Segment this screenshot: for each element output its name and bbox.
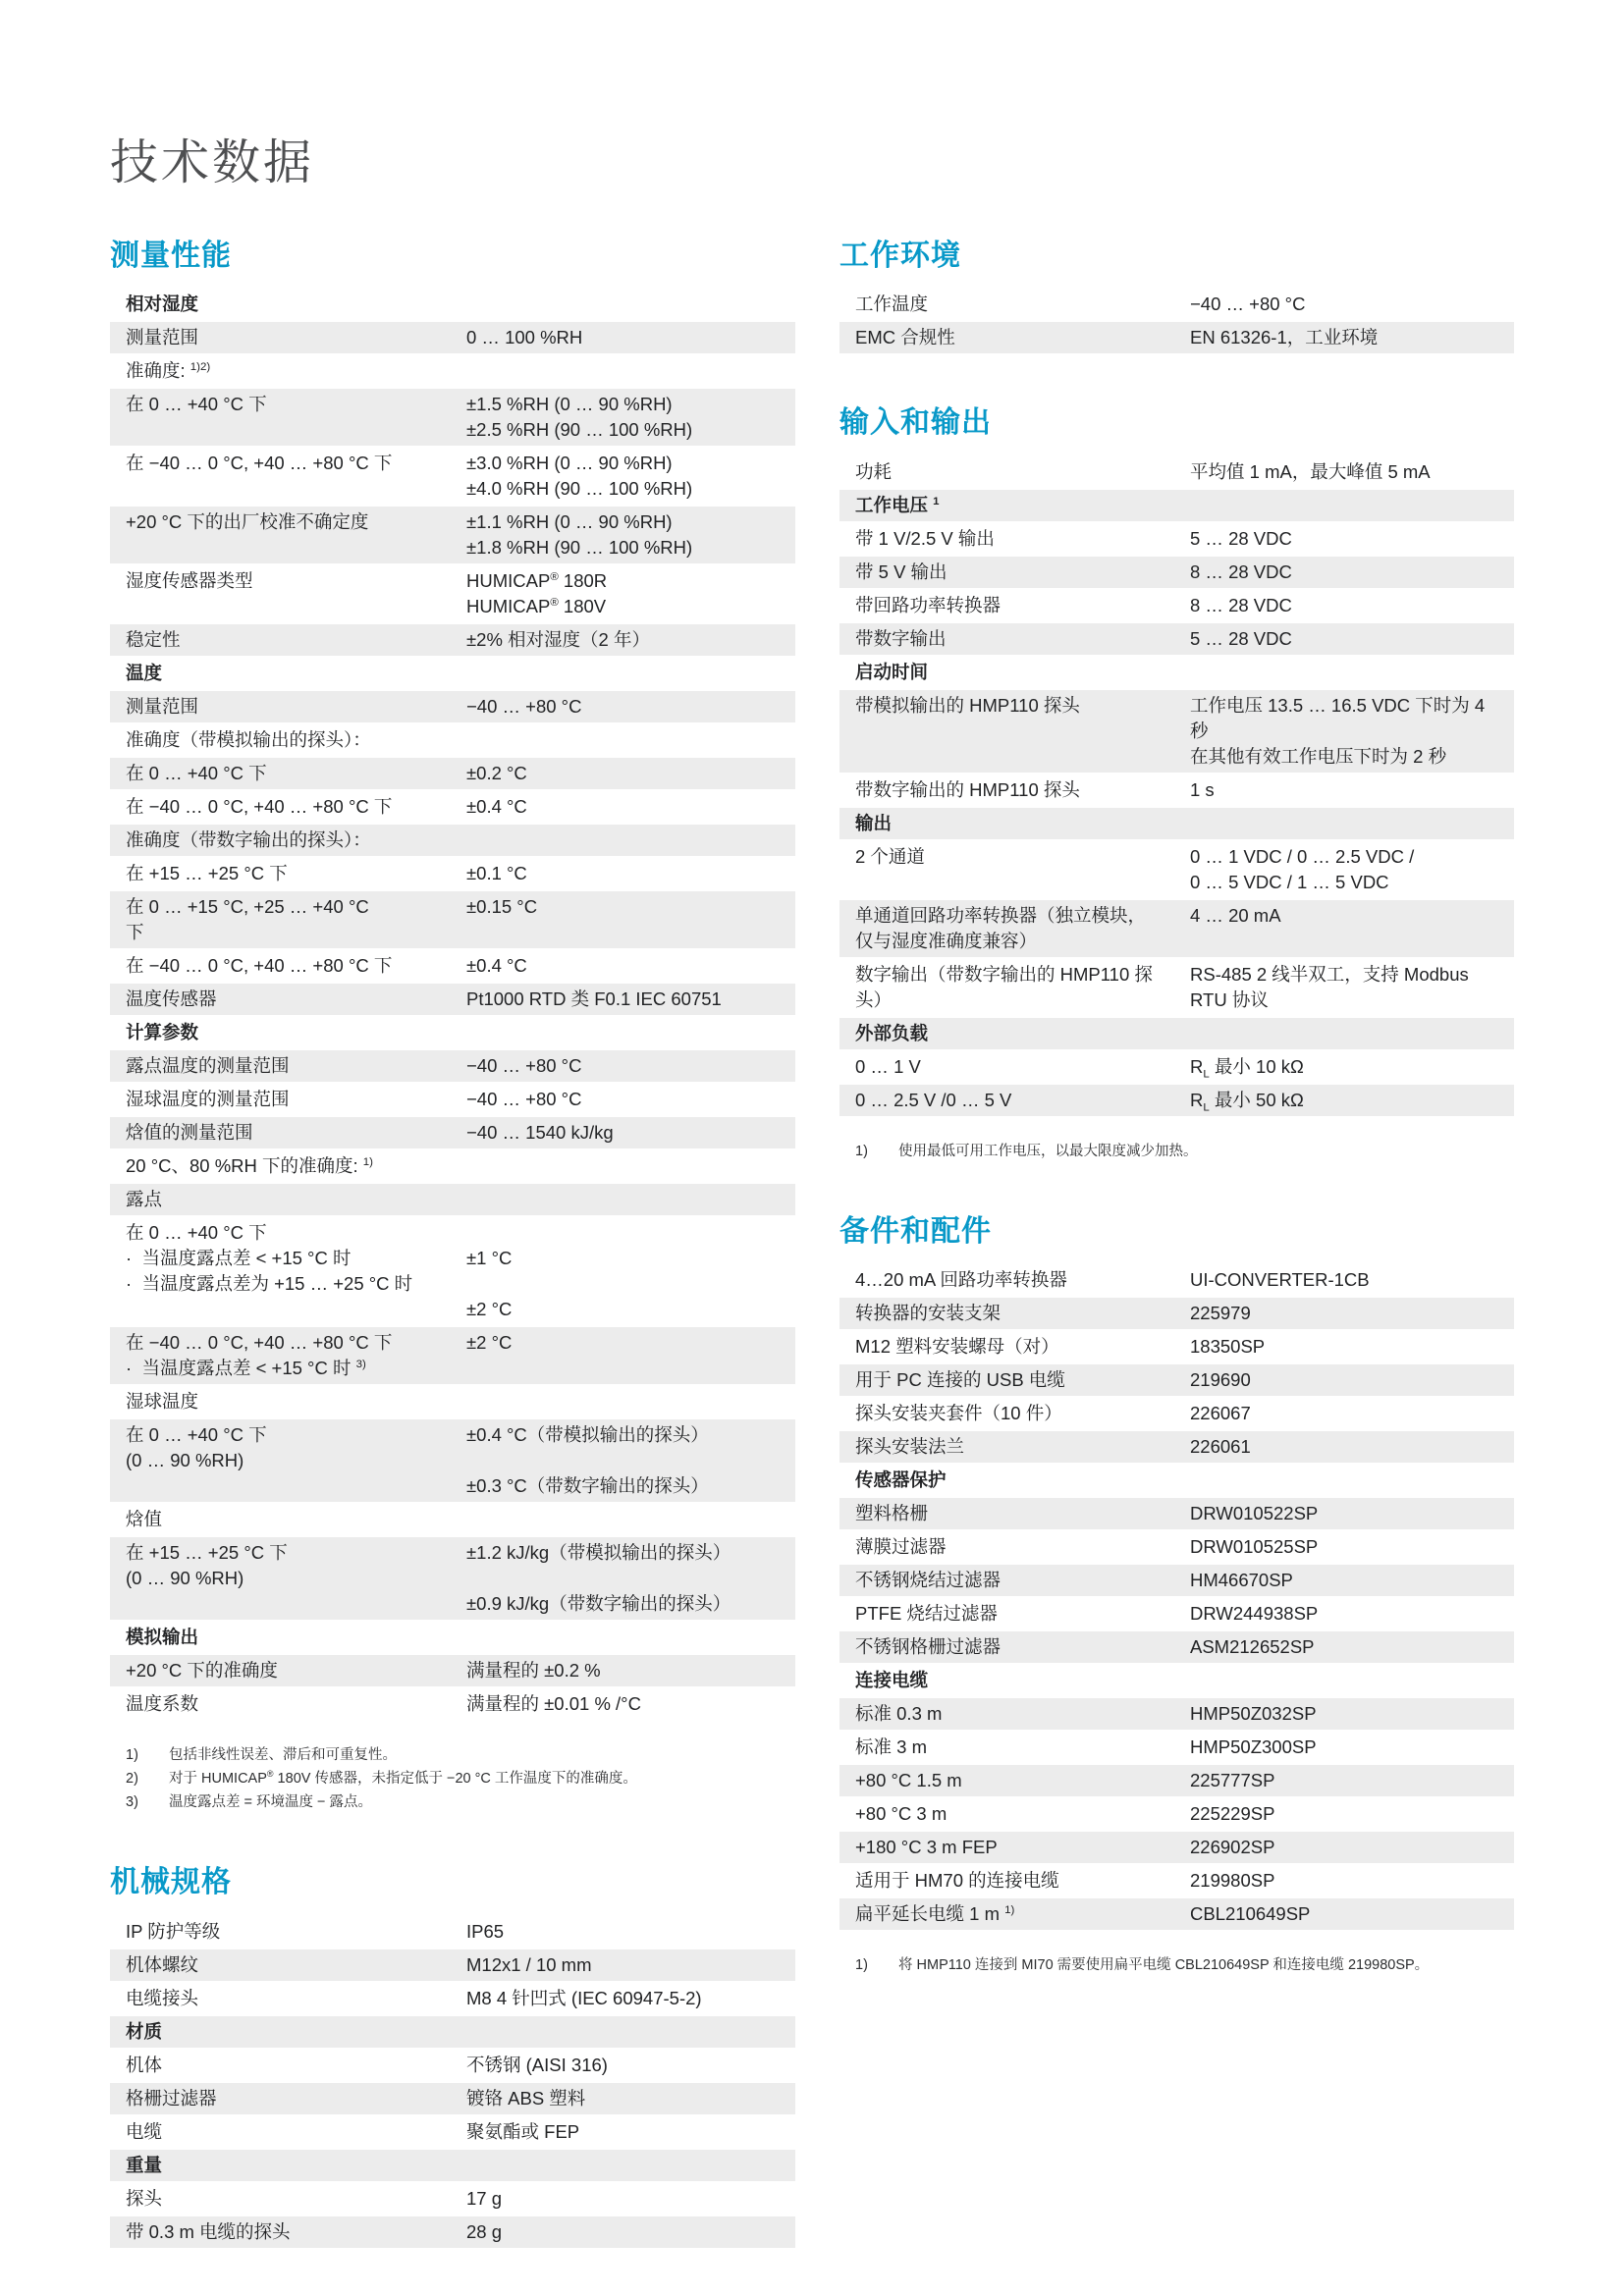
table-row (110, 758, 795, 789)
table-row (110, 1504, 795, 1535)
table-row (110, 2083, 795, 2114)
spec-table (110, 289, 795, 1720)
table-subheader-row (110, 1622, 795, 1653)
row-label: 标准 3 m (855, 1736, 927, 1758)
footnote-number: 1) (855, 1957, 868, 1974)
row-value: −40 … +80 °C (466, 1055, 582, 1077)
row-value: −40 … 1540 kJ/kg (466, 1122, 614, 1144)
row-label: 适用于 HM70 的连接电缆 (855, 1870, 1059, 1892)
row-label: +20 °C 下的出厂校准不确定度 (126, 511, 369, 533)
table-row (110, 984, 795, 1015)
row-label: 温度系数 (126, 1693, 199, 1715)
row-label: 工作温度 (855, 294, 929, 315)
row-label: 在 0 … +40 °C 下 (126, 394, 267, 415)
row-label: 薄膜过滤器 (855, 1536, 947, 1558)
row-value: M8 4 针凹式 (IEC 60947-5-2) (466, 1987, 702, 2008)
row-label: 0 … 1 V (855, 1055, 921, 1077)
table-row (110, 565, 795, 622)
row-label: 准确度: $^{1)2)}$ (126, 360, 211, 382)
table-row (839, 557, 1514, 588)
section-title: 机械规格 (110, 1866, 232, 1899)
footnote (126, 1745, 795, 1766)
row-value: 8 … 28 VDC (1190, 594, 1292, 615)
row-label: 2 个通道 (855, 845, 925, 867)
row-label: IP 防护等级 (126, 1920, 221, 1942)
row-value: EN 61326-1，工业环境 (1190, 327, 1379, 348)
table-row (839, 456, 1514, 488)
table-row (110, 1327, 795, 1384)
table-subheader-row (839, 808, 1514, 839)
row-value: DRW010522SP (1190, 1503, 1319, 1524)
table-row (839, 623, 1514, 655)
row-value: 226067 (1190, 1403, 1251, 1424)
row-label: 测量范围 (126, 696, 199, 718)
table-subheader-row (839, 657, 1514, 688)
table-row (839, 690, 1514, 773)
row-label: 计算参数 (126, 1022, 199, 1043)
table-row (839, 322, 1514, 353)
table-row (110, 1084, 795, 1115)
row-value: −40 … +80 °C (466, 1089, 582, 1110)
row-value: ±1.5 %RH (0 … 90 %RH) ±2.5 %RH (90 … 100 %RH) (466, 394, 693, 441)
table-row (839, 1898, 1514, 1930)
row-label: +80 °C 3 m (855, 1803, 947, 1825)
row-label: PTFE 烧结过滤器 (855, 1603, 998, 1625)
row-label: 湿球温度的测量范围 (126, 1089, 290, 1110)
row-label: 在 0 … +40 °C 下 (126, 763, 267, 784)
table-row (110, 2216, 795, 2248)
table-row (110, 858, 795, 889)
row-label: 功耗 (855, 460, 893, 482)
table-row (839, 1431, 1514, 1463)
row-label: 探头 (126, 2187, 163, 2209)
row-label: 材质 (126, 2020, 163, 2042)
row-label: 电缆接头 (126, 1987, 199, 2008)
row-label: 带数字输出的 HMP110 探头 (855, 778, 1080, 800)
footnote-number: 1) (855, 1143, 868, 1159)
row-label: 电缆 (126, 2120, 163, 2142)
row-value: −40 … +80 °C (466, 696, 582, 718)
row-label: 输出 (855, 812, 893, 833)
table-row (839, 841, 1514, 898)
row-value: ±0.4 °C（带模拟输出的探头） ±0.3 °C（带数字输出的探头） (466, 1424, 709, 1497)
row-label: 在 +15 … +25 °C 下 (126, 863, 288, 884)
row-label: 连接电缆 (855, 1670, 929, 1691)
row-label: 重量 (126, 2154, 163, 2175)
table-subheader-row (110, 1017, 795, 1048)
table-row (110, 1655, 795, 1686)
row-value: 5 … 28 VDC (1190, 527, 1292, 549)
row-label: 在 0 … +15 °C, +25 … +40 °C 下 (126, 896, 369, 943)
table-row (839, 1051, 1514, 1083)
table-row (839, 959, 1514, 1016)
footnote-text: 对于 HUMICAP® 180V 传感器，未指定低于 −20 °C 工作温度下的准确度。 (169, 1769, 637, 1788)
table-subheader-row (839, 1665, 1514, 1696)
table-row (839, 1364, 1514, 1396)
row-value: HMP50Z300SP (1190, 1736, 1317, 1758)
row-label: +180 °C 3 m FEP (855, 1837, 998, 1858)
table-row (839, 1085, 1514, 1116)
row-value: ±0.4 °C (466, 796, 527, 818)
table-row (110, 448, 795, 505)
row-value: $R_L$ 最小 10 kΩ (1190, 1055, 1304, 1081)
row-value: 219980SP (1190, 1870, 1275, 1892)
footnote-text: 温度露点差 = 环境温度 − 露点。 (169, 1794, 373, 1811)
table-row (110, 322, 795, 353)
footnotes (855, 1142, 1514, 1162)
row-label: 启动时间 (855, 661, 929, 682)
row-label: 探头安装夹套件（10 件） (855, 1403, 1062, 1424)
row-value: ASM212652SP (1190, 1636, 1315, 1658)
table-row (839, 900, 1514, 957)
table-subheader-row (839, 1465, 1514, 1496)
spec-table (839, 1264, 1514, 1930)
footnote (855, 1955, 1514, 1976)
row-value: 17 g (466, 2187, 503, 2209)
section-title: 工作环境 (839, 239, 961, 272)
row-label: 用于 PC 连接的 USB 电缆 (855, 1369, 1065, 1391)
row-label: 转换器的安装支架 (855, 1303, 1001, 1324)
row-value: 平均值 1 mA，最大峰值 5 mA (1190, 460, 1431, 482)
table-row (110, 507, 795, 563)
row-value: ±1.1 %RH (0 … 90 %RH) ±1.8 %RH (90 … 100 %RH) (466, 511, 693, 559)
row-label: 模拟输出 (126, 1627, 199, 1648)
row-label: 扁平延长电缆 1 m $^{1)}$ (855, 1903, 1015, 1925)
table-row (110, 1916, 795, 1948)
row-value: HM46670SP (1190, 1570, 1293, 1591)
row-label: 在 −40 … 0 °C, +40 … +80 °C 下 (126, 955, 393, 977)
table-subheader-row (839, 1018, 1514, 1049)
row-value: 18350SP (1190, 1336, 1266, 1358)
table-subheader-row (110, 289, 795, 320)
row-label: 传感器保护 (855, 1469, 947, 1491)
table-row (110, 1688, 795, 1720)
table-row (839, 1732, 1514, 1763)
table-row (110, 1386, 795, 1417)
row-value: ±0.2 °C (466, 763, 527, 784)
spec-table (110, 1916, 795, 2248)
table-row (110, 1050, 795, 1082)
row-value: −40 … +80 °C (1190, 294, 1306, 315)
row-label: 相对湿度 (126, 294, 199, 315)
row-label: 单通道回路功率转换器（独立模块， 仅与湿度准确度兼容） (855, 904, 1147, 951)
row-value: 8 … 28 VDC (1190, 561, 1292, 582)
row-label: M12 塑料安装螺母（对） (855, 1336, 1059, 1358)
row-label: 湿球温度 (126, 1391, 199, 1413)
row-value: HMP50Z032SP (1190, 1703, 1317, 1725)
row-label: EMC 合规性 (855, 327, 955, 348)
row-label: 湿度传感器类型 (126, 570, 253, 592)
row-value: ±0.4 °C (466, 955, 527, 977)
left-column (110, 240, 795, 2250)
row-value: 28 g (466, 2220, 503, 2242)
table-row (110, 1217, 795, 1325)
row-value: ±1.2 kJ/kg（带模拟输出的探头） ±0.9 kJ/kg（带数字输出的探头） (466, 1542, 731, 1615)
table-row (110, 891, 795, 948)
row-value: 226061 (1190, 1436, 1251, 1458)
row-label: 20 °C、80 %RH 下的准确度: $^{1)}$ (126, 1155, 373, 1177)
table-row (839, 774, 1514, 806)
row-value: IP65 (466, 1920, 505, 1942)
row-value: 225777SP (1190, 1770, 1275, 1791)
row-value: 镀铬 ABS 塑料 (466, 2087, 586, 2109)
row-label: 数字输出（带数字输出的 HMP110 探 头） (855, 963, 1153, 1010)
row-label: 探头安装法兰 (855, 1436, 965, 1458)
footnotes (855, 1955, 1514, 1976)
table-row (839, 1331, 1514, 1362)
row-label: 不锈钢格栅过滤器 (855, 1636, 1001, 1658)
row-value: 219690 (1190, 1369, 1251, 1391)
row-value: ±3.0 %RH (0 … 90 %RH) ±4.0 %RH (90 … 100 %RH) (466, 453, 693, 500)
row-label: 带模拟输出的 HMP110 探头 (855, 694, 1080, 716)
row-label: 温度 (126, 663, 163, 684)
table-row (110, 825, 795, 856)
row-value: $R_L$ 最小 50 kΩ (1190, 1089, 1304, 1114)
row-label: 工作电压 $^1$ (855, 494, 940, 515)
row-label: 外部负载 (855, 1022, 929, 1043)
section-title: 测量性能 (110, 239, 232, 272)
table-row (839, 1298, 1514, 1329)
content-columns (110, 240, 1624, 2250)
row-label: 机体 (126, 2054, 163, 2075)
row-label: 在 +15 … +25 °C 下 (0 … 90 %RH) (126, 1542, 288, 1589)
row-value: ±2 °C (466, 1332, 513, 1354)
table-row (839, 289, 1514, 320)
table-subheader-row (110, 658, 795, 689)
row-label: 带 5 V 输出 (855, 561, 947, 582)
row-value: 4 … 20 mA (1190, 904, 1281, 926)
row-value: ±2% 相对湿度（2 年） (466, 629, 650, 651)
right-column (839, 240, 1514, 1980)
footnote (855, 1142, 1514, 1162)
row-label: +80 °C 1.5 m (855, 1770, 962, 1791)
row-value: DRW244938SP (1190, 1603, 1319, 1625)
row-label: 机体螺纹 (126, 1953, 199, 1975)
row-value: 0 … 1 VDC / 0 … 2.5 VDC / 0 … 5 VDC / 1 … 5 VDC (1190, 845, 1415, 892)
footnote (126, 1769, 795, 1789)
row-label: 格栅过滤器 (126, 2087, 217, 2109)
row-value: HUMICAP® 180R HUMICAP® 180V (466, 570, 608, 617)
row-label: 0 … 2.5 V /0 … 5 V (855, 1089, 1012, 1110)
row-label: 4…20 mA 回路功率转换器 (855, 1269, 1067, 1291)
table-row (110, 1983, 795, 2014)
table-row (839, 1398, 1514, 1429)
table-row (110, 2183, 795, 2215)
table-row (110, 624, 795, 656)
row-value: M12x1 / 10 mm (466, 1953, 592, 1975)
spec-table (839, 289, 1514, 353)
table-row (110, 2050, 795, 2081)
row-value: ±0.15 °C (466, 896, 538, 918)
table-row (110, 1949, 795, 1981)
table-row (110, 2116, 795, 2148)
row-value: 不锈钢 (AISI 316) (466, 2054, 608, 2075)
table-row (839, 1531, 1514, 1563)
table-row (110, 1419, 795, 1502)
table-row (839, 1698, 1514, 1730)
table-row (839, 590, 1514, 621)
row-label: 带 0.3 m 电缆的探头 (126, 2220, 291, 2242)
page-title: 技术数据 (110, 136, 315, 189)
row-value: DRW010525SP (1190, 1536, 1319, 1558)
row-label: 在 −40 … 0 °C, +40 … +80 °C 下 (126, 453, 393, 474)
table-row (839, 1865, 1514, 1896)
table-subheader-row (839, 490, 1514, 521)
row-label: 准确度（带模拟输出的探头）： (126, 729, 371, 751)
row-label: 测量范围 (126, 327, 199, 348)
row-label: 焓值的测量范围 (126, 1122, 253, 1144)
row-label: 露点温度的测量范围 (126, 1055, 290, 1077)
row-label: 在 −40 … 0 °C, +40 … +80 °C 下 · 当温度露点差 < +15 °C 时 $^{3)}$ (126, 1332, 393, 1379)
footnotes (126, 1745, 795, 1813)
table-row (839, 1832, 1514, 1863)
footnote-text: 将 HMP110 连接到 MI70 需要使用扁平电缆 CBL210649SP 和连接电缆 219980SP。 (898, 1957, 1430, 1974)
table-row (110, 1150, 795, 1182)
row-label: 在 0 … +40 °C 下 · 当温度露点差 < +15 °C 时 · 当温度露点差为 +15 … +25 °C 时 (126, 1222, 413, 1295)
row-value: ±0.1 °C (466, 863, 527, 884)
row-value: ±1 °C ±2 °C (466, 1248, 513, 1320)
row-label: +20 °C 下的准确度 (126, 1660, 278, 1682)
spec-table (839, 456, 1514, 1116)
row-value: 工作电压 13.5 … 16.5 VDC 下时为 4 秒 在其他有效工作电压下时为 2 秒 (1190, 694, 1486, 767)
row-label: 温度传感器 (126, 988, 217, 1010)
footnote-number: 2) (126, 1771, 138, 1788)
row-label: 露点 (126, 1189, 163, 1210)
table-row (110, 1184, 795, 1215)
table-row (839, 1598, 1514, 1629)
table-row (839, 1798, 1514, 1830)
footnote-number: 1) (126, 1747, 138, 1764)
section-title: 备件和配件 (839, 1214, 992, 1248)
footnote (126, 1792, 795, 1813)
table-row (110, 389, 795, 446)
table-row (839, 523, 1514, 555)
table-row (110, 1117, 795, 1148)
row-label: 塑料格栅 (855, 1503, 929, 1524)
row-label: 准确度（带数字输出的探头）： (126, 829, 371, 851)
table-subheader-row (110, 2150, 795, 2181)
row-label: 不锈钢烧结过滤器 (855, 1570, 1001, 1591)
row-label: 带数字输出 (855, 627, 947, 649)
row-label: 带回路功率转换器 (855, 594, 1001, 615)
table-row (110, 791, 795, 823)
table-row (839, 1765, 1514, 1796)
row-value: 225229SP (1190, 1803, 1275, 1825)
section-title: 输入和输出 (839, 406, 992, 440)
table-row (839, 1264, 1514, 1296)
table-row (110, 724, 795, 756)
row-label: 在 0 … +40 °C 下 (0 … 90 %RH) (126, 1424, 267, 1471)
table-row (110, 355, 795, 387)
row-value: 聚氨酯或 FEP (466, 2120, 580, 2142)
row-label: 在 −40 … 0 °C, +40 … +80 °C 下 (126, 796, 393, 818)
row-value: 满量程的 ±0.2 % (466, 1660, 601, 1682)
row-value: 226902SP (1190, 1837, 1275, 1858)
row-value: RS-485 2 线半双工，支持 Modbus RTU 协议 (1190, 963, 1469, 1010)
row-label: 标准 0.3 m (855, 1703, 943, 1725)
row-value: 1 s (1190, 778, 1215, 800)
row-label: 稳定性 (126, 629, 181, 651)
table-row (839, 1631, 1514, 1663)
row-value: CBL210649SP (1190, 1903, 1311, 1925)
table-row (110, 1537, 795, 1620)
table-row (839, 1498, 1514, 1529)
table-subheader-row (110, 2016, 795, 2048)
footnote-text: 使用最低可用工作电压，以最大限度减少加热。 (898, 1143, 1198, 1159)
row-label: 焓值 (126, 1509, 163, 1530)
table-row (110, 691, 795, 722)
table-row (110, 950, 795, 982)
row-value: UI-CONVERTER-1CB (1190, 1269, 1370, 1291)
row-value: 满量程的 ±0.01 % /°C (466, 1693, 641, 1715)
row-value: Pt1000 RTD 类 F0.1 IEC 60751 (466, 988, 722, 1010)
footnote-number: 3) (126, 1794, 138, 1811)
row-label: 带 1 V/2.5 V 输出 (855, 527, 995, 549)
table-row (839, 1565, 1514, 1596)
row-value: 5 … 28 VDC (1190, 627, 1292, 649)
footnote-text: 包括非线性误差、滞后和可重复性。 (169, 1747, 397, 1764)
row-value: 225979 (1190, 1303, 1251, 1324)
row-value: 0 … 100 %RH (466, 327, 583, 348)
